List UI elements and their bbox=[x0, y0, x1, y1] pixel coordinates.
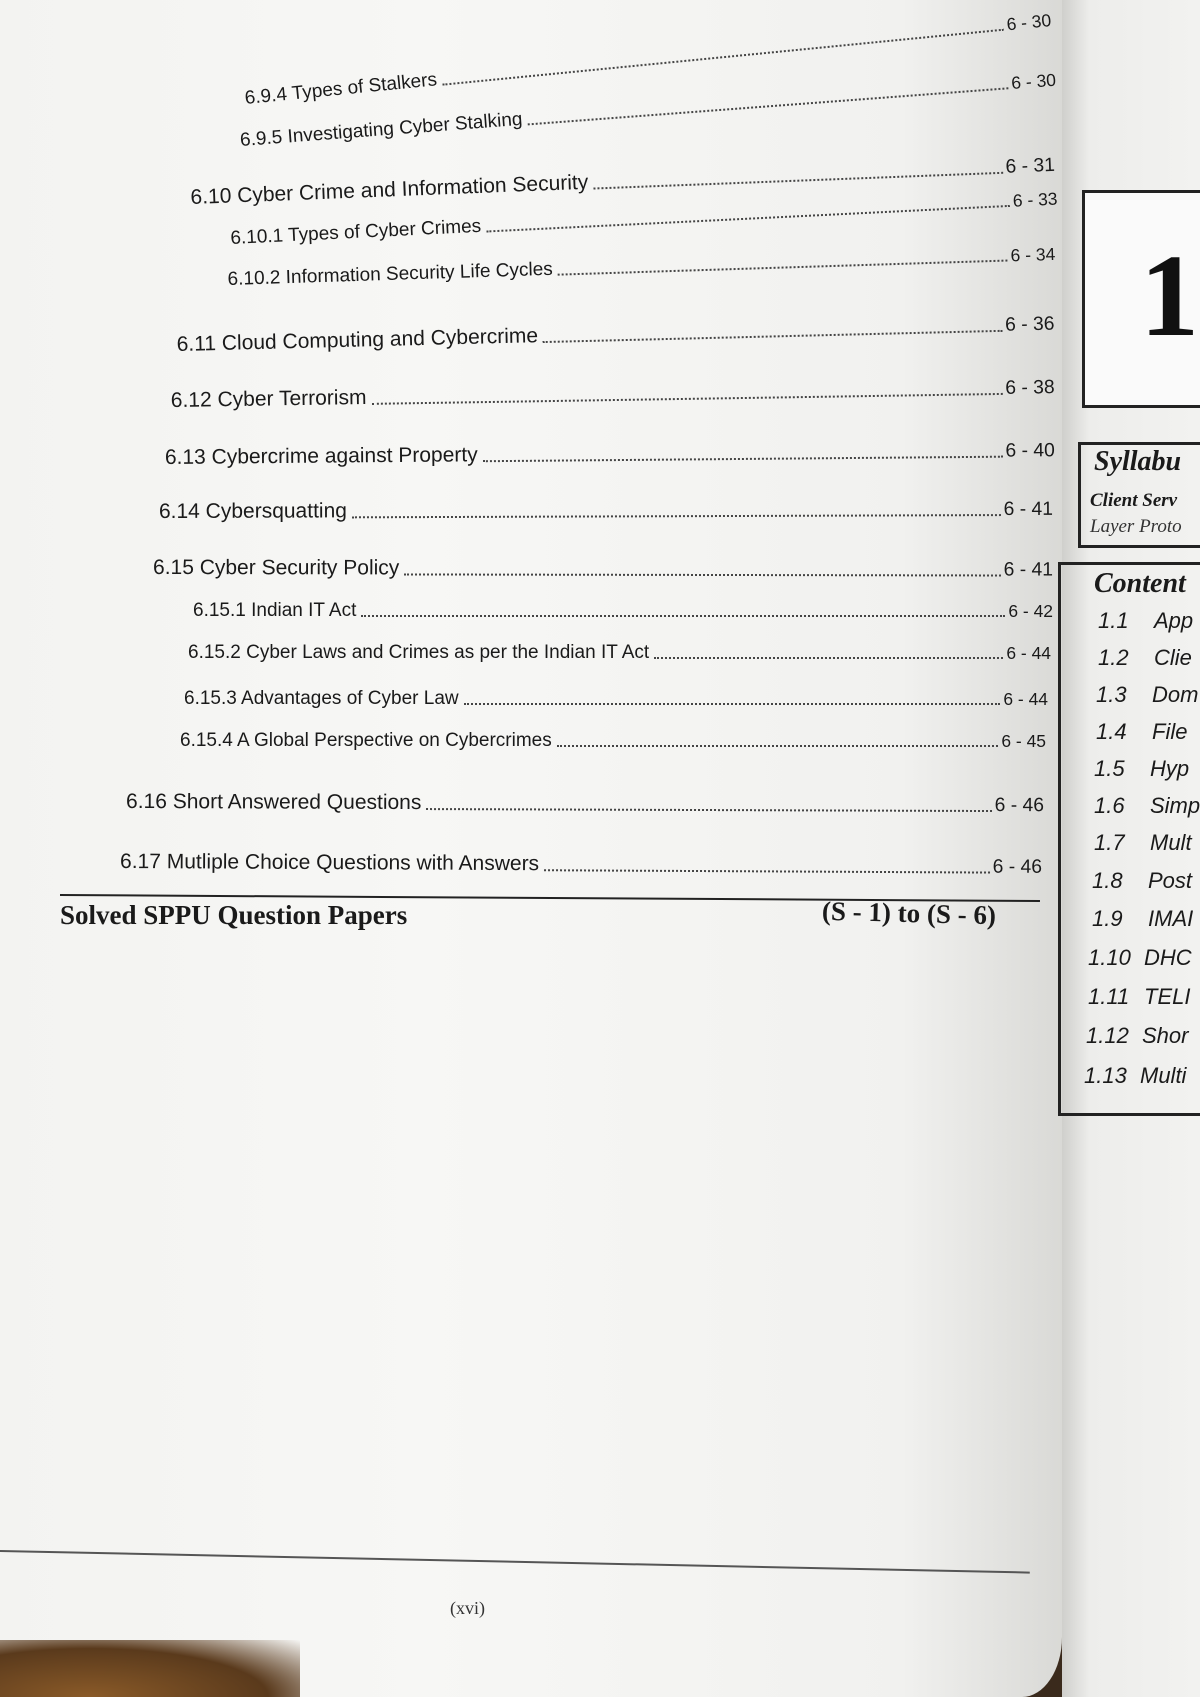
toc-entry-label: 6.10.1 Types of Cyber Crimes bbox=[229, 215, 482, 250]
toc-entry-label: 6.13 Cybercrime against Property bbox=[164, 443, 478, 470]
toc-entry-page: 6 - 46 bbox=[992, 856, 1043, 878]
contents-item bbox=[1094, 830, 1192, 856]
toc-entry-page: 6 - 31 bbox=[1005, 154, 1056, 178]
toc-entry-label: 6.10 Cyber Crime and Information Security bbox=[190, 170, 589, 210]
toc-entry-label: 6.9.4 Types of Stalkers bbox=[243, 69, 438, 110]
contents-item-label: Post bbox=[1148, 868, 1193, 893]
toc-entry-label: 6.15.2 Cyber Laws and Crimes as per the Indian IT Act bbox=[188, 642, 650, 663]
contents-item bbox=[1096, 682, 1198, 708]
contents-item-label: TELI bbox=[1144, 984, 1191, 1009]
toc-leader-dots bbox=[426, 808, 991, 812]
contents-item-label: Multi bbox=[1140, 1063, 1187, 1088]
toc-entry-label: 6.15.3 Advantages of Cyber Law bbox=[184, 688, 459, 709]
contents-item-number: 1.2 bbox=[1098, 645, 1129, 670]
toc-leader-dots bbox=[654, 657, 1003, 659]
toc-entry-label: 6.10.2 Information Security Life Cycles bbox=[227, 258, 554, 291]
toc-entry bbox=[184, 688, 1048, 710]
contents-item-number: 1.1 bbox=[1098, 608, 1129, 633]
contents-item bbox=[1088, 945, 1192, 971]
syllabus-line: Layer Proto bbox=[1090, 516, 1182, 537]
contents-item bbox=[1096, 719, 1187, 745]
toc-entry-label: 6.15.1 Indian IT Act bbox=[193, 600, 357, 621]
toc-entry-label: 6.14 Cybersquatting bbox=[158, 499, 347, 523]
toc-entry bbox=[159, 497, 1053, 524]
toc-entry bbox=[180, 730, 1046, 752]
toc-entry bbox=[126, 790, 1044, 817]
toc-entry-page: 6 - 44 bbox=[1003, 689, 1048, 709]
toc-entry-page: 6 - 33 bbox=[1012, 188, 1058, 211]
contents-item-label: File bbox=[1152, 719, 1188, 744]
contents-item-number: 1.11 bbox=[1088, 984, 1130, 1009]
toc-leader-dots bbox=[361, 615, 1005, 617]
toc-entry-page: 6 - 40 bbox=[1005, 440, 1055, 462]
toc-entry-label: 6.16 Short Answered Questions bbox=[126, 790, 422, 815]
contents-item-label: Simp bbox=[1150, 793, 1200, 818]
toc-entry-page: 6 - 36 bbox=[1004, 313, 1055, 336]
toc-leader-dots bbox=[464, 703, 1001, 705]
contents-heading: Content bbox=[1094, 568, 1186, 599]
toc-entry bbox=[188, 642, 1051, 664]
toc-entry-page: 6 - 44 bbox=[1006, 643, 1051, 663]
toc-entry-page: 6 - 34 bbox=[1010, 244, 1056, 266]
toc-entry-page: 6 - 42 bbox=[1008, 601, 1053, 621]
toc-entry-label: 6.15.4 A Global Perspective on Cybercrimes bbox=[180, 730, 552, 751]
contents-item-label: IMAI bbox=[1148, 906, 1194, 931]
toc-entry bbox=[153, 556, 1053, 582]
contents-item-number: 1.10 bbox=[1088, 945, 1131, 970]
contents-item-number: 1.12 bbox=[1086, 1023, 1129, 1048]
toc-entry-label: 6.9.5 Investigating Cyber Stalking bbox=[239, 108, 524, 152]
contents-item-number: 1.6 bbox=[1094, 793, 1125, 818]
sppu-papers-title: Solved SPPU Question Papers bbox=[60, 900, 408, 930]
contents-item-number: 1.8 bbox=[1092, 868, 1123, 893]
contents-item bbox=[1086, 1023, 1188, 1049]
contents-item-number: 1.4 bbox=[1096, 719, 1127, 744]
syllabus-line: Client Serv bbox=[1090, 490, 1178, 511]
toc-entry-label: 6.17 Mutliple Choice Questions with Answers bbox=[120, 850, 540, 876]
contents-item-number: 1.5 bbox=[1094, 756, 1125, 781]
toc-leader-dots bbox=[544, 869, 990, 873]
toc-entry-page: 6 - 38 bbox=[1005, 377, 1055, 399]
page-number: (xvi) bbox=[450, 1598, 485, 1618]
contents-item bbox=[1088, 984, 1190, 1010]
contents-item bbox=[1092, 906, 1193, 932]
syllabus-heading: Syllabu bbox=[1094, 446, 1182, 477]
toc-leader-dots bbox=[352, 514, 1001, 518]
contents-item-number: 1.13 bbox=[1084, 1063, 1127, 1088]
sppu-papers-pages: (S - 1) to (S - 6) bbox=[821, 895, 997, 931]
chapter-number: 1 bbox=[1140, 230, 1199, 361]
toc-entry-label: 6.12 Cyber Terrorism bbox=[170, 385, 367, 413]
contents-item bbox=[1094, 756, 1189, 782]
contents-item bbox=[1084, 1063, 1186, 1089]
contents-item bbox=[1092, 868, 1192, 894]
contents-item-label: Clie bbox=[1154, 645, 1192, 670]
toc-entry bbox=[120, 850, 1042, 879]
toc-entry-page: 6 - 30 bbox=[1005, 10, 1053, 35]
contents-item-label: Dom bbox=[1152, 682, 1199, 707]
toc-entry-label: 6.15 Cyber Security Policy bbox=[153, 556, 400, 580]
contents-item-label: Hyp bbox=[1150, 756, 1190, 781]
toc-entry bbox=[193, 600, 1053, 622]
table-background bbox=[0, 1640, 300, 1697]
toc-entry-label: 6.11 Cloud Computing and Cybercrime bbox=[176, 324, 539, 357]
toc-entry-page: 6 - 45 bbox=[1001, 731, 1046, 751]
contents-item-label: Shor bbox=[1142, 1023, 1189, 1048]
toc-leader-dots bbox=[557, 745, 999, 747]
contents-item-number: 1.3 bbox=[1096, 682, 1127, 707]
toc-leader-dots bbox=[483, 456, 1003, 463]
contents-item-number: 1.9 bbox=[1092, 906, 1123, 931]
toc-leader-dots bbox=[404, 573, 1000, 576]
contents-item bbox=[1098, 608, 1193, 634]
contents-item-number: 1.7 bbox=[1094, 830, 1125, 855]
contents-item-label: App bbox=[1154, 608, 1194, 633]
contents-item-label: Mult bbox=[1150, 830, 1192, 855]
toc-entry-page: 6 - 41 bbox=[1003, 559, 1054, 581]
toc-entry-page: 6 - 30 bbox=[1010, 69, 1057, 94]
contents-item bbox=[1094, 793, 1200, 819]
toc-entry-page: 6 - 46 bbox=[994, 795, 1045, 817]
contents-item-label: DHC bbox=[1144, 945, 1192, 970]
contents-item bbox=[1098, 645, 1192, 671]
toc-entry-page: 6 - 41 bbox=[1003, 498, 1053, 521]
